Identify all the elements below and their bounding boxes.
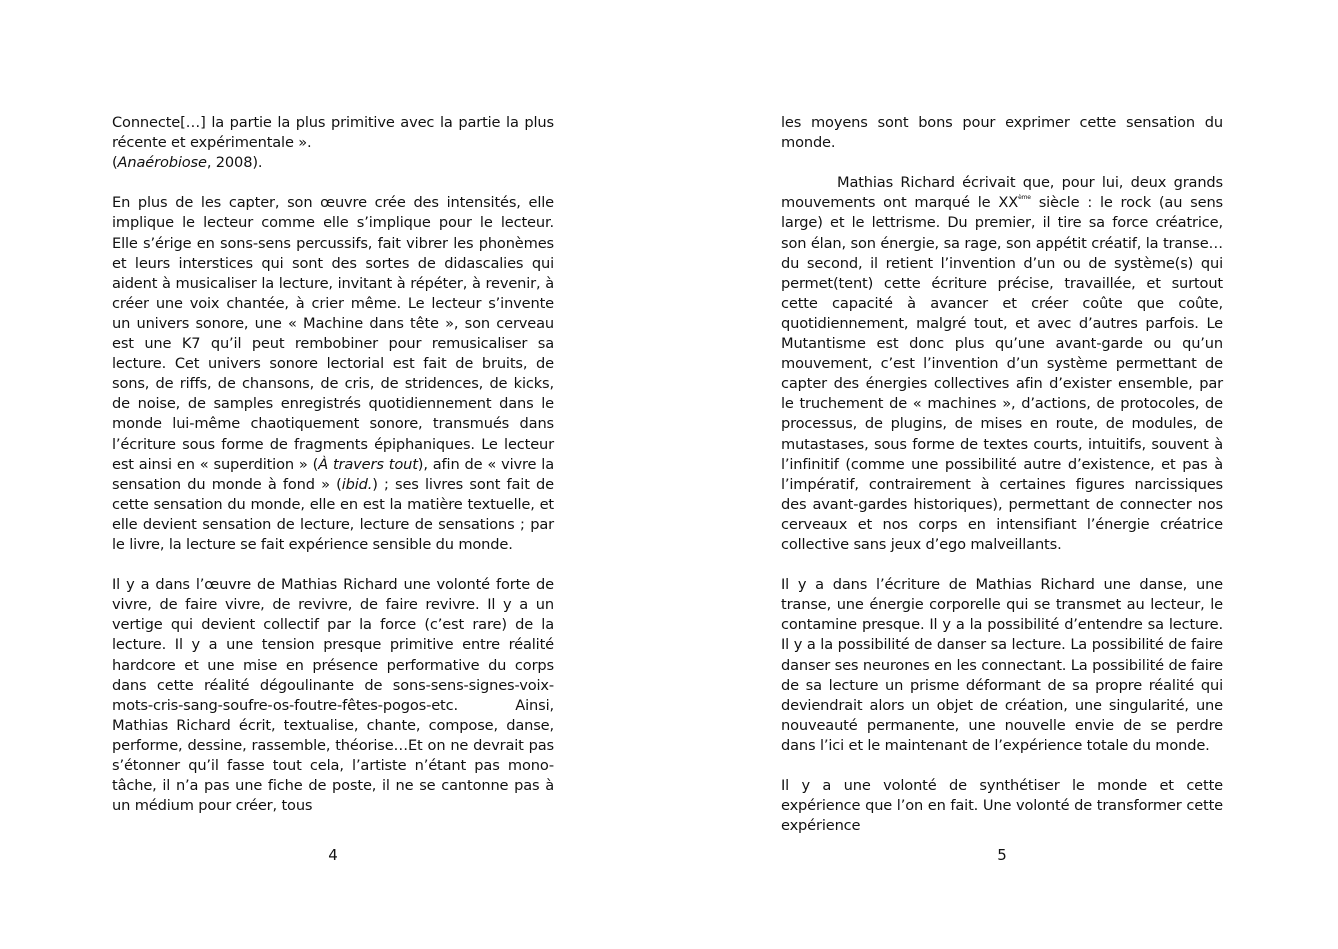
page-number-right: 5	[997, 846, 1007, 864]
paragraph-synthetiser: Il y a une volonté de synthétiser le monde et cette expérience que l’on en fait. Une volonté de transformer cette expérience	[781, 777, 1223, 835]
right-text-column	[781, 113, 1223, 836]
paragraph-volonte: Il y a dans l’œuvre de Mathias Richard une volonté forte de vivre, de faire vivre, de revivre, de faire revivre. Il y a un vertige qui devient collectif par la force (c’est rare) de la lecture. Il y a une tension presque primitive entre réalité hardcore et une mise en présence performative du corps dans cette réalité dégoulinante de sons-sens-signes-voix-mots-cris-sang-soufre-os-foutre-fêtes-pogos-etc. Ainsi, Mathias Richard écrit, textualise, chante, compose, danse, performe, dessine, rassemble, théorise…Et on ne devrait pas s’étonner qu’il fasse tout cela, l’artiste n’étant pas mono-tâche, il n’a pas une fiche de poste, il ne se cantonne pas à un médium pour créer, tous	[112, 576, 554, 815]
page-number-left: 4	[328, 846, 338, 864]
citation: (Anaérobiose, 2008).	[112, 154, 263, 172]
paragraph-mouvements: Mathias Richard écrivait que, pour lui, deux grands mouvements ont marqué le XXème siècle : le rock (au sens large) et le lettrisme. Du premier, il tire sa force créatrice, son élan, son énergie, sa rage, son appétit créatif, la transe…du second, il retient l’invention d’un ou de système(s) qui permet(tent) cette écriture précise, travaillée, et surtout cette capacité à avancer et créer coûte que coûte, quotidiennement, malgré tout, et avec d’autres parfois. Le Mutantisme est donc plus qu’une avant-garde ou qu’un mouvement, c’est l’invention d’un système permettant de capter des énergies collectives afin d’exister ensemble, par le truchement de « machines », d’actions, de protocoles, de processus, de plugins, de mises en route, de modules, de mutastases, sous forme de textes courts, intuitifs, souvent à l’infinitif (comme une possibilité autre d’existence, et pas à l’impératif, contrairement à certaines figures narcissiques des avant-gardes historiques), permettant de connecter nos cerveaux et nos corps en intensifiant l’énergie créatrice collective sans jeux d’ego malveillants.	[781, 174, 1223, 553]
citation-title: Anaérobiose	[117, 154, 207, 172]
left-text-column	[112, 113, 554, 816]
book-title-a-travers-tout: À travers tout	[318, 455, 418, 473]
ibid-reference: ibid.	[341, 475, 373, 493]
paragraph-moyens: les moyens sont bons pour exprimer cette sensation du monde.	[781, 114, 1223, 152]
right-page	[669, 0, 1338, 949]
century-superscript: ème	[1018, 194, 1031, 202]
paragraph-danse: Il y a dans l’écriture de Mathias Richard une danse, une transe, une énergie corporelle qui se transmet au lecteur, le contamine presque. Il y a la possibilité d’entendre sa lecture. Il y a la possibilité de danser sa lecture. La possibilité de faire danser ses neurones en les connectant. La possibilité de faire de sa lecture un prisme déformant de sa propre réalité qui deviendrait alors un objet de création, une singularité, une nouveauté permanente, une nouvelle envie de se perdre dans l’ici et le maintenant de l’expérience totale du monde.	[781, 576, 1223, 754]
paragraph-intensities: En plus de les capter, son œuvre crée des intensités, elle implique le lecteur comme elle s’implique pour le lecteur. Elle s’érige en sons-sens percussifs, fait vibrer les phonèmes et leurs interstices qui sont des sortes de didascalies qui aident à musicaliser la lecture, invitant à répéter, à revenir, à créer une voix chantée, à crier même. Le lecteur s’invente un univers sonore, une « Machine dans tête », son cerveau est une K7 qu’il peut rembobiner pour remusicaliser sa lecture. Cet univers sonore lectorial est fait de bruits, de sons, de riffs, de chansons, de cris, de stridences, de kicks, de noise, de samples enregistrés quotidiennement dans le monde lui-même chaotiquement sonore, transmués dans l’écriture sous forme de fragments épiphaniques. Le lecteur est ainsi en « superdition » (À travers tout), afin de « vivre la sensation du monde à fond » (ibid.) ; ses livres sont fait de cette sensation du monde, elle en est la matière textuelle, et elle devient sensation de lecture, lecture de sensations ; par le livre, la lecture se fait expérience sensible du monde.	[112, 194, 554, 553]
quote-continuation: Connecte[…] la partie la plus primitive avec la partie la plus récente et expérimentale ».	[112, 114, 554, 152]
